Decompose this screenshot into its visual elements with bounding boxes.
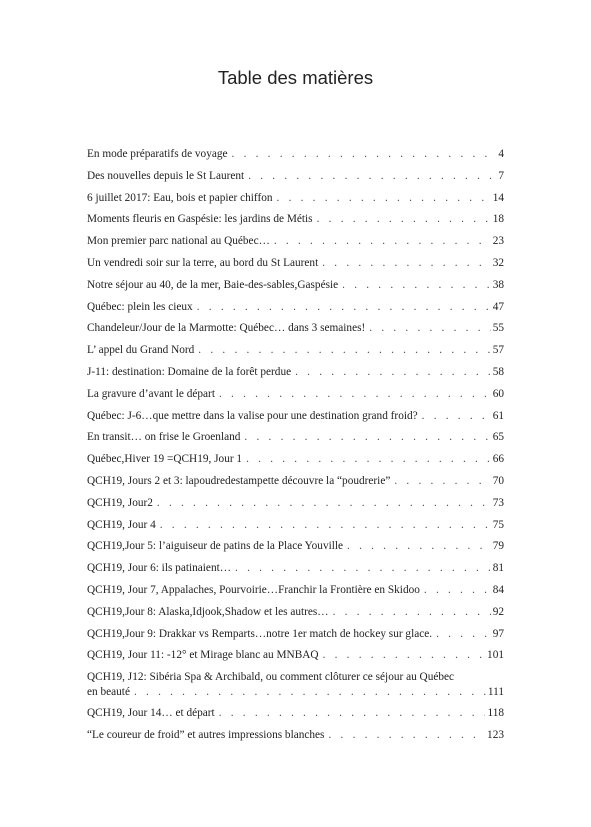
dot-leader	[328, 728, 485, 743]
toc-entry[interactable]	[87, 605, 504, 620]
toc-entry-title: Mon premier parc national au Québec…	[87, 235, 270, 248]
toc-page-number: 75	[492, 518, 504, 531]
toc-entry[interactable]	[87, 706, 504, 721]
dot-leader	[422, 409, 491, 424]
toc-entry[interactable]	[87, 561, 504, 576]
toc-page-number: 4	[498, 148, 504, 160]
toc-entry-title: Un vendredi soir sur la terre, au bord du St Laurent	[87, 256, 319, 269]
dot-leader	[219, 706, 486, 721]
toc-entry-title: Québec,Hiver 19 =QCH19, Jour 1	[87, 453, 243, 466]
toc-entry-title: QCH19, Jour 4	[87, 518, 156, 531]
toc-entry-title: 6 juillet 2017: Eau, bois et papier chiffon	[87, 191, 273, 204]
toc-entry-title: Québec: J-6…que mettre dans la valise pour une destination grand froid?	[87, 409, 418, 422]
toc-entry[interactable]	[87, 496, 504, 511]
toc-page-number: 23	[492, 235, 504, 248]
dot-leader	[134, 685, 486, 700]
toc-entry-title: “Le coureur de froid” et autres impressions blanches	[87, 729, 325, 742]
toc-entry-title: QCH19,Jour 8: Alaska,Idjook,Shadow et les autres…	[87, 605, 329, 618]
toc-entry-title: QCH19, Jour 6: ils patinaient…	[87, 562, 232, 575]
toc-entry[interactable]	[87, 191, 504, 206]
toc-page-number: 58	[492, 365, 504, 378]
toc-entry[interactable]	[87, 583, 504, 598]
toc-page-number: 7	[498, 169, 504, 182]
toc-entry[interactable]	[87, 365, 504, 380]
toc-page-number: 57	[492, 344, 504, 357]
toc-entry-title: L’ appel du Grand Nord	[87, 344, 195, 357]
toc-entry[interactable]	[87, 343, 504, 358]
dot-leader	[436, 627, 491, 642]
dot-leader	[333, 605, 491, 620]
dot-leader	[369, 321, 490, 336]
toc-entry[interactable]	[87, 627, 504, 642]
toc-entry[interactable]	[87, 539, 504, 554]
toc-entry[interactable]	[87, 321, 504, 336]
toc-page-number: 111	[487, 685, 504, 698]
toc-entry-title: Notre séjour au 40, de la mer, Baie-des-sables,Gaspésie	[87, 278, 339, 291]
dot-leader	[160, 518, 491, 533]
toc-page-number: 73	[492, 496, 504, 509]
toc-entry-title: Moments fleuris en Gaspésie: les jardins de Métis	[87, 213, 313, 226]
toc-entry[interactable]	[87, 648, 504, 663]
toc-entry-title: En transit… on frise le Groenland	[87, 431, 241, 444]
toc-page-number: 38	[492, 278, 504, 291]
toc-page-number: 14	[492, 191, 504, 204]
toc-entry-title: QCH19, Jours 2 et 3: lapoudredestampette découvre la “poudrerie”	[87, 474, 391, 487]
toc-entry-title: QCH19,Jour 9: Drakkar vs Remparts…notre 1er match de hockey sur glace.	[87, 627, 433, 640]
toc-entry[interactable]	[87, 169, 504, 184]
toc-page-number: 101	[487, 649, 504, 662]
dot-leader	[342, 278, 491, 293]
toc-entry[interactable]	[87, 387, 504, 402]
dot-leader	[347, 539, 491, 554]
toc-entry-title: En mode préparatifs de voyage	[87, 148, 228, 160]
toc-entry-title-line2: en beauté	[87, 685, 130, 698]
toc-page-number: 70	[492, 474, 504, 487]
toc-entry[interactable]	[87, 256, 504, 271]
dot-leader	[157, 496, 491, 511]
toc-page-number: 92	[492, 605, 504, 618]
toc-entry[interactable]	[87, 728, 504, 743]
toc-page-number: 123	[487, 729, 504, 742]
toc-page-number: 47	[492, 300, 504, 313]
toc-entry-title: Des nouvelles depuis le St Laurent	[87, 169, 245, 182]
toc-entry-title: La gravure d’avant le départ	[87, 387, 215, 400]
toc-entry[interactable]	[87, 300, 504, 315]
dot-leader	[197, 300, 491, 315]
toc-entry-title: QCH19, Jour 14… et départ	[87, 707, 215, 720]
dot-leader	[235, 561, 491, 576]
dot-leader	[323, 648, 485, 663]
dot-leader	[244, 430, 490, 445]
toc-entry[interactable]	[87, 452, 504, 467]
dot-leader	[322, 256, 490, 271]
dot-leader	[394, 474, 490, 489]
toc-entry[interactable]	[87, 670, 504, 699]
toc-entry[interactable]	[87, 474, 504, 489]
dot-leader	[317, 212, 491, 227]
dot-leader	[232, 147, 497, 162]
toc-entry-title: QCH19,Jour 5: l’aiguiseur de patins de la Place Youville	[87, 540, 344, 553]
toc-page-number: 55	[492, 322, 504, 335]
toc-page-number: 81	[492, 562, 504, 575]
dot-leader	[248, 169, 496, 184]
toc-entry[interactable]	[87, 212, 504, 227]
dot-leader	[198, 343, 490, 358]
dot-leader	[246, 452, 491, 467]
toc-entry[interactable]	[87, 278, 504, 293]
dot-leader	[295, 365, 491, 380]
dot-leader	[274, 234, 491, 249]
toc-page-number: 61	[492, 409, 504, 422]
toc-entry[interactable]	[87, 147, 504, 162]
dot-leader	[424, 583, 491, 598]
toc-page-number: 60	[492, 387, 504, 400]
toc-page-number: 65	[492, 431, 504, 444]
table-of-contents	[87, 147, 504, 750]
toc-page-number: 66	[492, 453, 504, 466]
toc-entry-title: J-11: destination: Domaine de la forêt perdue	[87, 365, 292, 378]
toc-page-number: 18	[492, 213, 504, 226]
toc-page-number: 97	[492, 627, 504, 640]
toc-page-number: 118	[487, 707, 504, 720]
toc-entry-title: QCH19, Jour 11: -12° et Mirage blanc au MNBAQ	[87, 649, 319, 662]
dot-leader	[219, 387, 491, 402]
toc-entry[interactable]	[87, 430, 504, 445]
toc-entry-title: QCH19, Jour2	[87, 496, 153, 509]
dot-leader	[277, 191, 491, 206]
toc-entry[interactable]	[87, 518, 504, 533]
toc-entry-title: Chandeleur/Jour de la Marmotte: Québec… dans 3 semaines!	[87, 322, 366, 335]
toc-page-number: 79	[492, 540, 504, 553]
toc-entry[interactable]	[87, 409, 504, 424]
toc-entry-title-line1: QCH19, J12: Sibéria Spa & Archibald, ou comment clôturer ce séjour au Québec	[87, 671, 455, 684]
toc-page-number: 32	[492, 256, 504, 269]
toc-page-number: 84	[492, 583, 504, 596]
toc-entry-title: Québec: plein les cieux	[87, 300, 193, 313]
toc-entry-title: QCH19, Jour 7, Appalaches, Pourvoirie…Franchir la Frontière en Skidoo	[87, 583, 420, 596]
page-title: Table des matières	[217, 67, 374, 88]
toc-entry[interactable]	[87, 234, 504, 249]
